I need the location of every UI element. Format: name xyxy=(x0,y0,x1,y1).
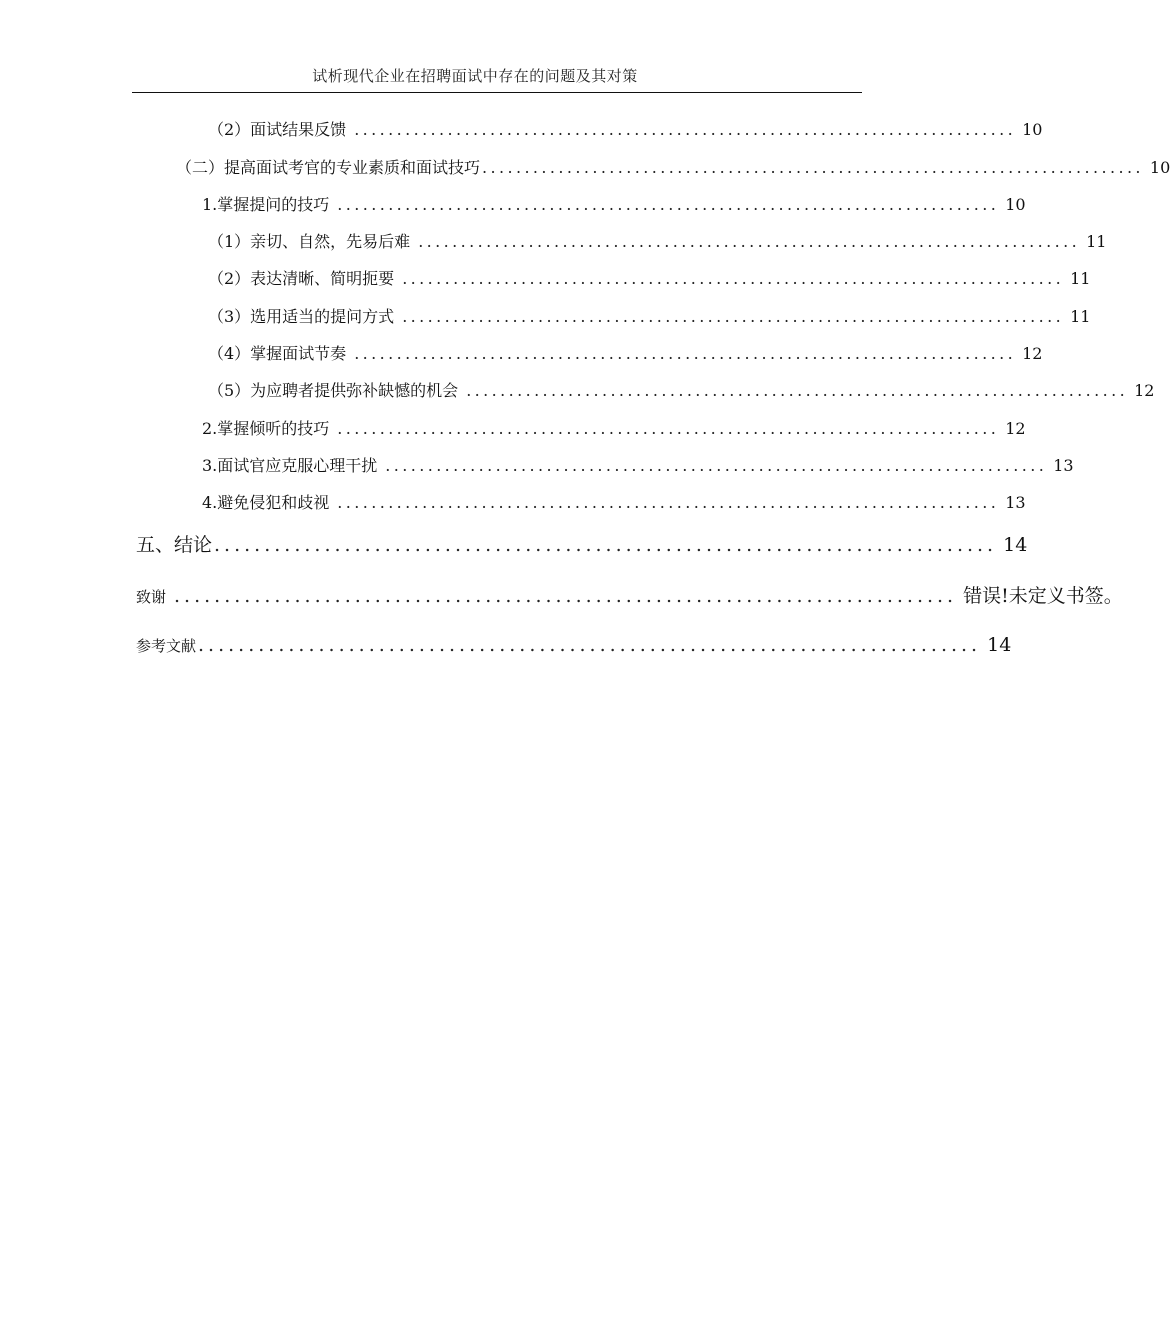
toc-dot-leader: .............................................................................. xyxy=(418,232,1081,251)
toc-entry-label: 五、结论 xyxy=(136,534,213,556)
toc-page-number: 10 xyxy=(1022,120,1043,139)
toc-page-number: 10 xyxy=(1149,158,1170,177)
toc-entry[interactable] xyxy=(202,194,1026,216)
toc-entry-label: 4.避免侵犯和歧视 xyxy=(202,493,330,512)
toc-dot-leader: .............................................................................. xyxy=(337,195,1000,214)
toc-entry-label: （3）选用适当的提问方式 xyxy=(208,307,395,326)
toc-entry[interactable] xyxy=(136,632,1012,659)
toc-page-number: 14 xyxy=(987,634,1012,656)
toc-entry[interactable] xyxy=(208,119,1043,141)
toc-page-number: 12 xyxy=(1022,344,1043,363)
toc-entry[interactable] xyxy=(208,306,1091,328)
toc-entry-label: （2）表达清晰、简明扼要 xyxy=(208,269,395,288)
toc-entry[interactable] xyxy=(202,492,1026,514)
toc-entry-label: 3.面试官应克服心理干扰 xyxy=(202,456,378,475)
toc-dot-leader: .............................................................................. xyxy=(354,120,1017,139)
toc-dot-leader: .............................................................................. xyxy=(466,381,1129,400)
toc-dot-leader: .............................................................................. xyxy=(337,419,1000,438)
toc-page-number: 11 xyxy=(1086,232,1107,251)
toc-page-number: 12 xyxy=(1134,381,1155,400)
toc-entry-label: 2.掌握倾听的技巧 xyxy=(202,419,330,438)
toc-page-number: 13 xyxy=(1053,456,1074,475)
toc-entry-label: 1.掌握提问的技巧 xyxy=(202,195,330,214)
toc-dot-leader: .............................................................................. xyxy=(198,634,982,656)
toc-entry-label: 致谢 xyxy=(136,588,167,606)
toc-page-number: 14 xyxy=(1003,534,1028,556)
toc-entry[interactable] xyxy=(176,157,1170,179)
toc-dot-leader: .............................................................................. xyxy=(402,269,1065,288)
toc-page-number: 11 xyxy=(1070,307,1091,326)
toc-page-number: 11 xyxy=(1070,269,1091,288)
toc-entry-label: （2）面试结果反馈 xyxy=(208,120,347,139)
toc-dot-leader: .............................................................................. xyxy=(385,456,1048,475)
toc-dot-leader: .............................................................................. xyxy=(402,307,1065,326)
toc-dot-leader: .............................................................................. xyxy=(214,534,998,556)
toc-page-number: 10 xyxy=(1005,195,1026,214)
toc-entry-label: （4）掌握面试节奏 xyxy=(208,344,347,363)
toc-entry[interactable] xyxy=(208,343,1043,365)
toc-entry[interactable] xyxy=(202,418,1026,440)
toc-dot-leader: .............................................................................. xyxy=(482,158,1144,177)
toc-entry[interactable] xyxy=(208,268,1091,290)
header-rule xyxy=(132,92,862,93)
toc-entry-label: （二）提高面试考官的专业素质和面试技巧 xyxy=(176,158,481,177)
toc-entry[interactable] xyxy=(202,455,1074,477)
toc-entry-label: 参考文献 xyxy=(136,637,197,655)
toc-entry[interactable] xyxy=(136,532,1028,558)
toc-entry-label: （1）亲切、自然，先易后难 xyxy=(208,232,411,251)
toc-dot-leader: .............................................................................. xyxy=(337,493,1000,512)
toc-dot-leader: .............................................................................. xyxy=(174,585,958,607)
toc-dot-leader: .............................................................................. xyxy=(354,344,1017,363)
running-header-title: 试析现代企业在招聘面试中存在的问题及其对策 xyxy=(312,67,638,85)
toc-page-number: 12 xyxy=(1005,419,1026,438)
toc-entry[interactable] xyxy=(208,231,1107,253)
toc-page-number: 错误!未定义书签。 xyxy=(963,585,1123,607)
toc-entry[interactable] xyxy=(208,380,1155,402)
toc-entry[interactable] xyxy=(136,583,1123,610)
toc-entry-label: （5）为应聘者提供弥补缺憾的机会 xyxy=(208,381,459,400)
toc-page-number: 13 xyxy=(1005,493,1026,512)
